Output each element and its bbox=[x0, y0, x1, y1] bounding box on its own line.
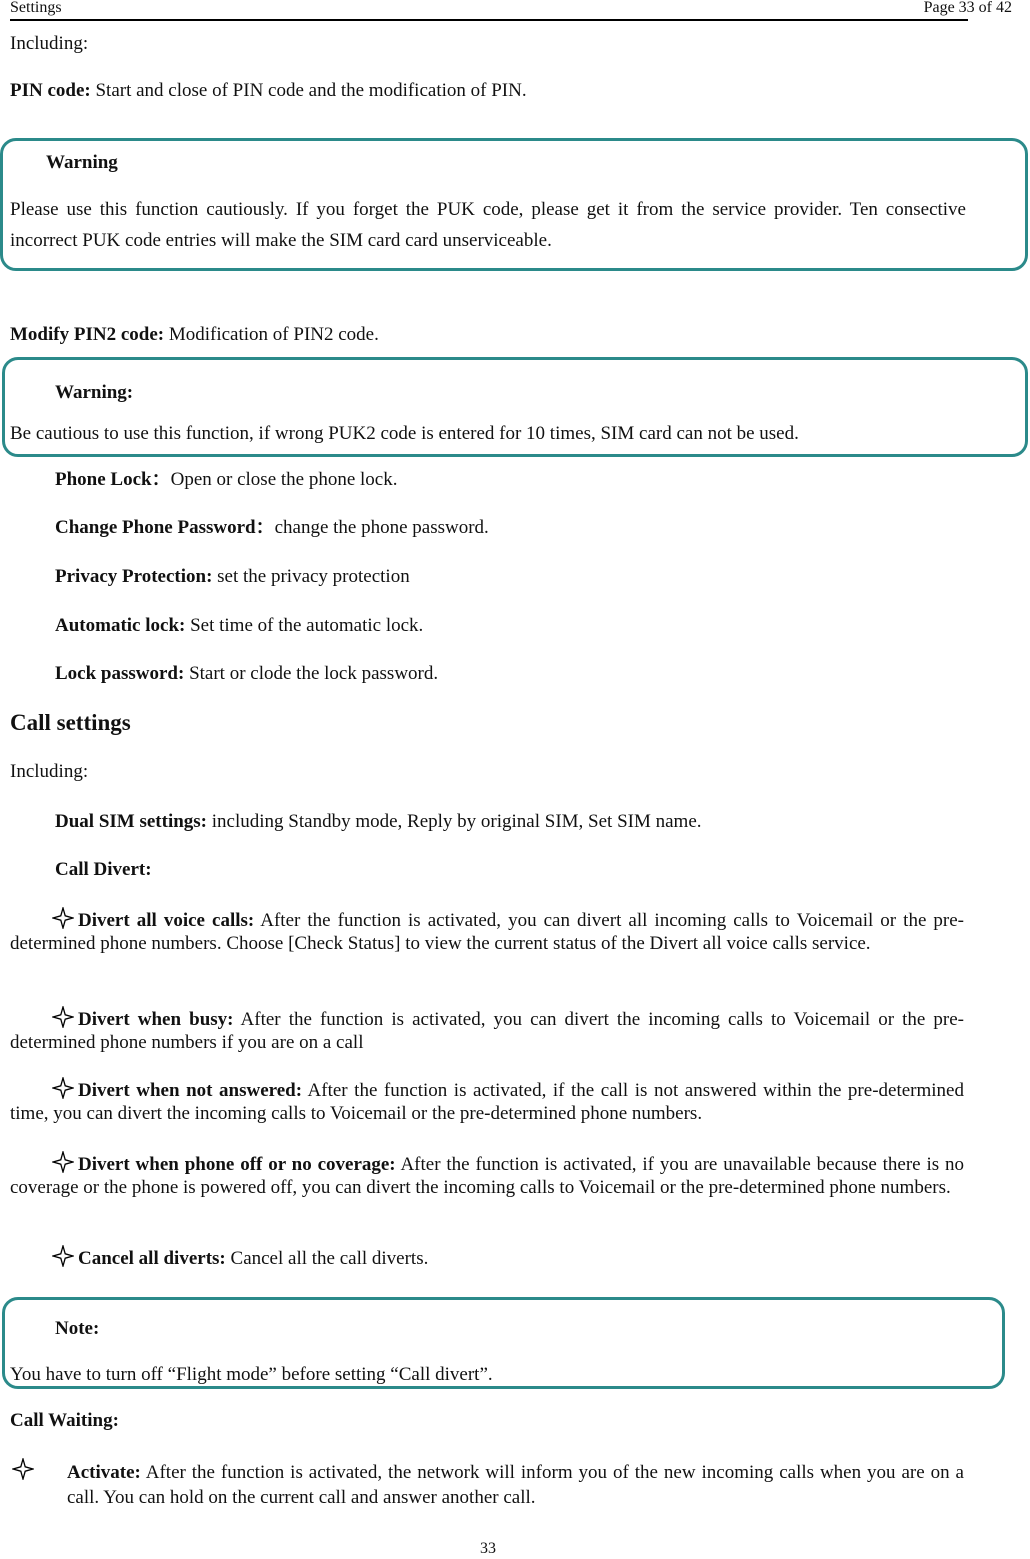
modify-pin2-label: Modify PIN2 code: bbox=[10, 324, 165, 345]
divert-all-item: Divert all voice calls: After the function is activated, you can divert all incoming calls to Voicemail or the pre-determined phone numbers. Choose [Check Status] to view the current status of the Divert all voice calls service. bbox=[10, 907, 964, 955]
privacy-protection-item: Privacy Protection: set the privacy protection bbox=[55, 566, 410, 587]
four-point-star-icon bbox=[52, 1245, 74, 1267]
pin-code-text: Start and close of PIN code and the modification of PIN. bbox=[95, 80, 527, 101]
header-page-label: Page 33 of 42 bbox=[923, 0, 1012, 16]
warning2-text: Be cautious to use this function, if wrong PUK2 code is entered for 10 times, SIM card can not be used. bbox=[10, 423, 799, 444]
call-including-text: Including: bbox=[10, 761, 89, 782]
call-divert-heading: Call Divert: bbox=[55, 859, 152, 880]
phone-lock-item: Phone Lock：Open or close the phone lock. bbox=[55, 469, 398, 490]
warning2-title: Warning: bbox=[55, 382, 134, 403]
page-number: 33 bbox=[480, 1540, 496, 1557]
activate-item: Activate: After the function is activated, the network will inform you of the new incoming calls when you are on a call. You can hold on the current call and answer another call. bbox=[67, 1462, 964, 1508]
divert-not-answered-item: Divert when not answered: After the function is activated, if the call is not answered within the pre-determined time, you can divert the incoming calls to Voicemail or the pre-determined phone numbers. bbox=[10, 1077, 964, 1125]
pin-code-label: PIN code: bbox=[10, 80, 91, 101]
modify-pin2-text: Modification of PIN2 code. bbox=[168, 324, 379, 345]
four-point-star-icon bbox=[12, 1458, 34, 1480]
four-point-star-icon bbox=[52, 1006, 74, 1028]
modify-pin2-line bbox=[10, 323, 379, 347]
four-point-star-icon bbox=[52, 907, 74, 929]
automatic-lock-item: Automatic lock: Set time of the automatic lock. bbox=[55, 615, 424, 636]
including-text: Including: bbox=[10, 33, 89, 54]
note-title: Note: bbox=[55, 1318, 100, 1339]
call-settings-heading: Call settings bbox=[10, 710, 131, 735]
change-password-item: Change Phone Password：change the phone password. bbox=[55, 517, 489, 538]
lock-password-item: Lock password: Start or clode the lock password. bbox=[55, 663, 439, 684]
dual-sim-item: Dual SIM settings: including Standby mode, Reply by original SIM, Set SIM name. bbox=[55, 811, 702, 832]
note-text: You have to turn off “Flight mode” before setting “Call divert”. bbox=[10, 1364, 493, 1385]
warning-title: Warning bbox=[46, 152, 118, 173]
divert-no-coverage-item: Divert when phone off or no coverage: After the function is activated, if you are unavailable because there is no coverage or the phone is powered off, you can divert the incoming calls to Voicemail or the pre-determined phone numbers. bbox=[10, 1151, 964, 1199]
cancel-diverts-item: Cancel all diverts: Cancel all the call diverts. bbox=[52, 1245, 428, 1271]
call-waiting-heading: Call Waiting: bbox=[10, 1410, 119, 1431]
four-point-star-icon bbox=[52, 1151, 74, 1173]
divert-busy-item: Divert when busy: After the function is activated, you can divert the incoming calls to Voicemail or the pre-determined phone numbers if you are on a call bbox=[10, 1006, 964, 1054]
four-point-star-icon bbox=[52, 1077, 74, 1099]
header-rule bbox=[10, 19, 968, 21]
header-section: Settings bbox=[10, 0, 62, 16]
warning-text: Please use this function cautiously. If you forget the PUK code, please get it from the service provider. Ten consective incorrect PUK code entries will make the SIM card card unserviceable. bbox=[10, 199, 966, 251]
pin-code-line bbox=[10, 79, 527, 103]
